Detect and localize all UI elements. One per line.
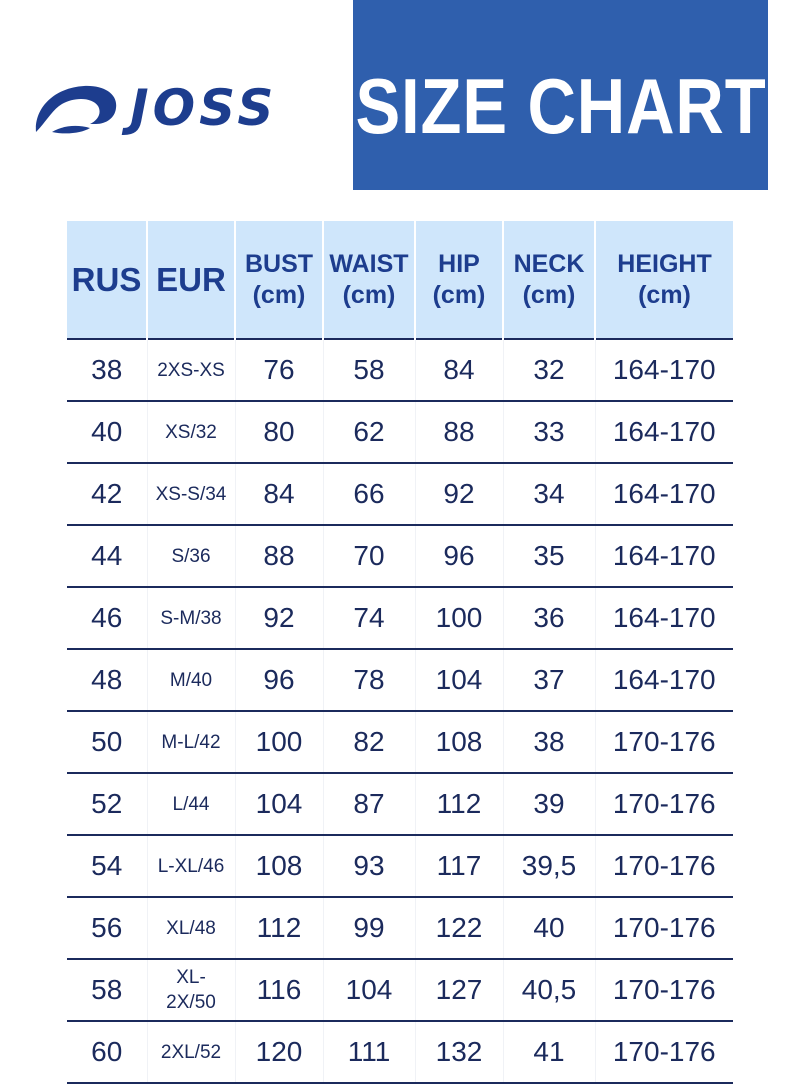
- cell-neck: 41: [503, 1021, 595, 1083]
- cell-waist: 99: [323, 897, 415, 959]
- cell-rus: 60: [67, 1021, 147, 1083]
- cell-hip: 104: [415, 649, 503, 711]
- cell-height: 164-170: [595, 463, 733, 525]
- cell-bust: 80: [235, 401, 323, 463]
- page-title: SIZE CHART: [354, 61, 767, 150]
- cell-eur: S-M/38: [147, 587, 235, 649]
- cell-neck: 39: [503, 773, 595, 835]
- cell-height: 164-170: [595, 401, 733, 463]
- cell-height: 164-170: [595, 649, 733, 711]
- table-row: [67, 587, 733, 649]
- cell-hip: 112: [415, 773, 503, 835]
- cell-bust: 96: [235, 649, 323, 711]
- cell-height: 170-176: [595, 711, 733, 773]
- cell-eur: M-L/42: [147, 711, 235, 773]
- cell-bust: 100: [235, 711, 323, 773]
- cell-bust: 108: [235, 835, 323, 897]
- cell-rus: 48: [67, 649, 147, 711]
- cell-bust: 116: [235, 959, 323, 1021]
- cell-waist: 62: [323, 401, 415, 463]
- cell-height: 170-176: [595, 1021, 733, 1083]
- cell-waist: 111: [323, 1021, 415, 1083]
- cell-hip: 127: [415, 959, 503, 1021]
- logo-wordmark: JOSS: [130, 79, 278, 137]
- cell-neck: 39,5: [503, 835, 595, 897]
- cell-hip: 100: [415, 587, 503, 649]
- cell-height: 170-176: [595, 835, 733, 897]
- cell-eur: XS/32: [147, 401, 235, 463]
- column-header-rus: RUS: [67, 221, 147, 339]
- cell-eur: XS-S/34: [147, 463, 235, 525]
- cell-eur: XL/48: [147, 897, 235, 959]
- cell-neck: 33: [503, 401, 595, 463]
- cell-height: 170-176: [595, 773, 733, 835]
- table-row: [67, 339, 733, 401]
- column-header-eur: EUR: [147, 221, 235, 339]
- cell-eur: L-XL/46: [147, 835, 235, 897]
- cell-neck: 40,5: [503, 959, 595, 1021]
- table-header-row: [67, 221, 733, 339]
- cell-hip: 96: [415, 525, 503, 587]
- cell-neck: 34: [503, 463, 595, 525]
- cell-bust: 120: [235, 1021, 323, 1083]
- joss-logo: [32, 78, 342, 138]
- cell-eur: 2XL/52: [147, 1021, 235, 1083]
- cell-waist: 78: [323, 649, 415, 711]
- table-row: [67, 525, 733, 587]
- cell-eur: S/36: [147, 525, 235, 587]
- cell-hip: 88: [415, 401, 503, 463]
- cell-eur: XL-2X/50: [147, 959, 235, 1021]
- table-row: [67, 463, 733, 525]
- cell-bust: 88: [235, 525, 323, 587]
- table-row: [67, 897, 733, 959]
- table-row: [67, 649, 733, 711]
- cell-waist: 70: [323, 525, 415, 587]
- cell-rus: 50: [67, 711, 147, 773]
- cell-eur: M/40: [147, 649, 235, 711]
- cell-rus: 38: [67, 339, 147, 401]
- column-header-hip: HIP (cm): [415, 221, 503, 339]
- column-header-waist: WAIST (cm): [323, 221, 415, 339]
- cell-bust: 84: [235, 463, 323, 525]
- column-header-neck: NECK (cm): [503, 221, 595, 339]
- cell-waist: 93: [323, 835, 415, 897]
- cell-bust: 76: [235, 339, 323, 401]
- cell-bust: 104: [235, 773, 323, 835]
- cell-height: 170-176: [595, 897, 733, 959]
- cell-rus: 56: [67, 897, 147, 959]
- table-row: [67, 773, 733, 835]
- cell-rus: 40: [67, 401, 147, 463]
- table-row: [67, 711, 733, 773]
- table-row: [67, 835, 733, 897]
- cell-rus: 54: [67, 835, 147, 897]
- cell-waist: 74: [323, 587, 415, 649]
- size-table: [67, 221, 733, 1084]
- cell-neck: 32: [503, 339, 595, 401]
- cell-bust: 92: [235, 587, 323, 649]
- table-body: [67, 339, 733, 1083]
- cell-height: 164-170: [595, 587, 733, 649]
- table-row: [67, 959, 733, 1021]
- cell-eur: L/44: [147, 773, 235, 835]
- cell-rus: 46: [67, 587, 147, 649]
- cell-waist: 104: [323, 959, 415, 1021]
- cell-rus: 52: [67, 773, 147, 835]
- column-header-bust: BUST (cm): [235, 221, 323, 339]
- cell-hip: 132: [415, 1021, 503, 1083]
- table-row: [67, 1021, 733, 1083]
- cell-waist: 58: [323, 339, 415, 401]
- column-header-height: HEIGHT (cm): [595, 221, 733, 339]
- cell-hip: 92: [415, 463, 503, 525]
- cell-hip: 84: [415, 339, 503, 401]
- size-chart-banner: [353, 0, 768, 190]
- cell-eur: 2XS-XS: [147, 339, 235, 401]
- joss-swoosh-icon: [32, 80, 120, 136]
- table-row: [67, 401, 733, 463]
- cell-hip: 117: [415, 835, 503, 897]
- cell-neck: 36: [503, 587, 595, 649]
- cell-neck: 40: [503, 897, 595, 959]
- cell-waist: 82: [323, 711, 415, 773]
- cell-height: 170-176: [595, 959, 733, 1021]
- cell-rus: 58: [67, 959, 147, 1021]
- cell-neck: 37: [503, 649, 595, 711]
- cell-waist: 87: [323, 773, 415, 835]
- cell-neck: 35: [503, 525, 595, 587]
- cell-height: 164-170: [595, 525, 733, 587]
- cell-rus: 44: [67, 525, 147, 587]
- cell-hip: 122: [415, 897, 503, 959]
- cell-hip: 108: [415, 711, 503, 773]
- cell-waist: 66: [323, 463, 415, 525]
- cell-height: 164-170: [595, 339, 733, 401]
- cell-neck: 38: [503, 711, 595, 773]
- cell-bust: 112: [235, 897, 323, 959]
- cell-rus: 42: [67, 463, 147, 525]
